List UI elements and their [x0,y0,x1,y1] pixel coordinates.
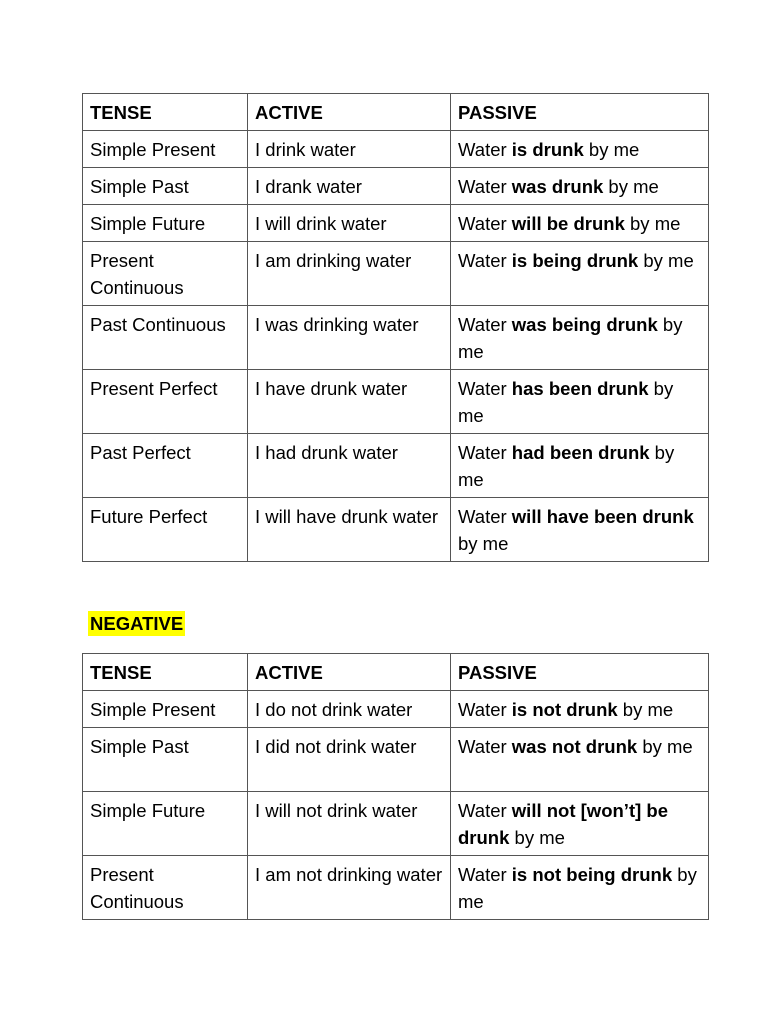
active-cell: I am not drinking water [248,856,451,920]
passive-post: by me [458,864,697,912]
table-header-row [83,94,709,131]
negative-section-heading: NEGATIVE [90,613,184,634]
tense-cell: Simple Future [83,792,248,856]
passive-cell [451,434,709,498]
header-active: ACTIVE [248,94,451,131]
passive-cell [451,242,709,306]
table-row [83,856,709,920]
table-row [83,205,709,242]
table-row [83,168,709,205]
passive-cell [451,691,709,728]
passive-cell [451,205,709,242]
passive-cell [451,370,709,434]
passive-pre: Water [458,213,512,234]
table-row [83,792,709,856]
passive-cell [451,792,709,856]
passive-verb: was drunk [511,176,604,197]
passive-verb: is not drunk [511,699,618,720]
table-row [83,728,709,792]
header-active: ACTIVE [248,654,451,691]
active-cell: I am drinking water [248,242,451,306]
passive-verb: is being drunk [511,250,639,271]
passive-verb: will be drunk [511,213,625,234]
tense-cell: Future Perfect [83,498,248,562]
passive-verb: is not being drunk [511,864,673,885]
table-row [83,691,709,728]
active-cell: I did not drink water [248,728,451,792]
header-tense: TENSE [83,654,248,691]
active-cell: I had drunk water [248,434,451,498]
table-header-row [83,654,709,691]
tense-cell: Present Perfect [83,370,248,434]
tense-cell: Simple Future [83,205,248,242]
table-row [83,306,709,370]
passive-cell [451,168,709,205]
passive-verb: was not drunk [511,736,638,757]
active-cell: I do not drink water [248,691,451,728]
tense-cell: Simple Present [83,131,248,168]
active-cell: I was drinking water [248,306,451,370]
passive-pre: Water [458,736,512,757]
active-cell: I will drink water [248,205,451,242]
passive-cell [451,131,709,168]
tense-cell: Present Continuous [83,242,248,306]
passive-verb: had been drunk [511,442,650,463]
passive-post: by me [458,442,675,490]
active-cell: I have drunk water [248,370,451,434]
tense-cell: Simple Past [83,168,248,205]
passive-post: by me [458,378,674,426]
header-tense: TENSE [83,94,248,131]
passive-verb: will not [won’t] be drunk [458,800,668,848]
active-cell: I drink water [248,131,451,168]
table-row [83,434,709,498]
passive-post: by me [617,699,674,720]
tense-cell: Simple Present [83,691,248,728]
passive-pre: Water [458,314,512,335]
passive-post: by me [624,213,681,234]
passive-pre: Water [458,442,512,463]
table-row [83,370,709,434]
table-row [83,131,709,168]
active-cell: I will not drink water [248,792,451,856]
passive-pre: Water [458,699,512,720]
passive-verb: will have been drunk [511,506,694,527]
tense-cell: Simple Past [83,728,248,792]
passive-post: by me [638,250,694,271]
active-cell: I will have drunk water [248,498,451,562]
passive-verb: was being drunk [511,314,658,335]
passive-cell [451,498,709,562]
header-passive: PASSIVE [451,94,709,131]
tense-cell: Past Continuous [83,306,248,370]
passive-post: by me [458,533,509,554]
negative-tense-table [82,653,709,920]
tense-cell: Past Perfect [83,434,248,498]
header-passive: PASSIVE [451,654,709,691]
passive-post: by me [509,827,565,848]
affirmative-tense-table [82,93,709,562]
passive-verb: is drunk [511,139,584,160]
passive-post: by me [603,176,659,197]
passive-pre: Water [458,864,512,885]
passive-verb: has been drunk [511,378,649,399]
tense-cell: Present Continuous [83,856,248,920]
passive-post: by me [583,139,640,160]
passive-pre: Water [458,800,512,821]
table-row [83,498,709,562]
active-cell: I drank water [248,168,451,205]
passive-pre: Water [458,139,512,160]
passive-pre: Water [458,506,512,527]
passive-cell [451,306,709,370]
passive-pre: Water [458,378,512,399]
passive-cell [451,728,709,792]
passive-post: by me [458,314,683,362]
passive-pre: Water [458,250,512,271]
table-row [83,242,709,306]
passive-pre: Water [458,176,512,197]
passive-cell [451,856,709,920]
passive-post: by me [637,736,693,757]
